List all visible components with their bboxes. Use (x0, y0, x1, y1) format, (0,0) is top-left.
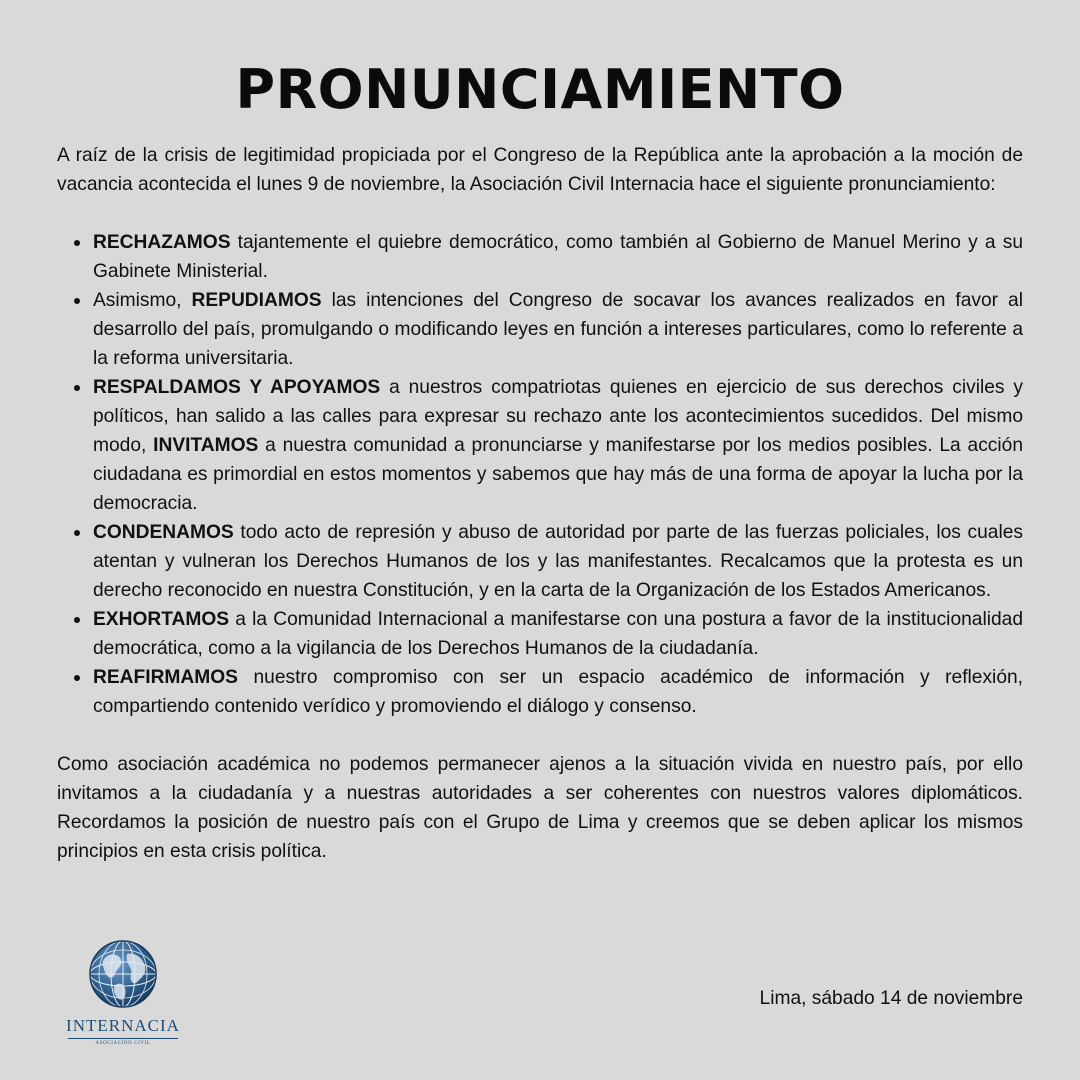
item-text-secondary: a nuestra comunidad a pronunciarse y manifestarse por los medios posibles. La acción ciudadana es primordial en estos momentos y sabemos que hay más de una forma de apoyar la lucha por la democracia. (93, 435, 1023, 514)
item-lead: Asimismo, (93, 290, 192, 311)
list-item-respaldamos (93, 373, 1023, 518)
item-text: nuestro compromiso con ser un espacio académico de información y reflexión, compartiendo contenido verídico y promoviendo el diálogo y consenso. (93, 667, 1023, 717)
internacia-logo (58, 938, 188, 1060)
item-text: tajantemente el quiebre democrático, como también al Gobierno de Manuel Merino y a su Gabinete Ministerial. (93, 232, 1023, 282)
item-text: a nuestros compatriotas quienes en ejercicio de sus derechos civiles y políticos, han salido a las calles para expresar su rechazo ante los acontecimientos sucedidos. Del mismo modo, (93, 377, 1023, 456)
item-keyword: RECHAZAMOS (93, 232, 231, 253)
list-item-condenamos (93, 518, 1023, 605)
list-item-rechazamos (93, 228, 1023, 286)
item-keyword: EXHORTAMOS (93, 609, 230, 630)
item-keyword: RESPALDAMOS Y APOYAMOS (93, 377, 381, 398)
list-item-repudiamos (93, 286, 1023, 373)
closing-paragraph: Como asociación académica no podemos permanecer ajenos a la situación vivida en nuestro país, por ello invitamos a la ciudadanía y a nuestras autoridades a ser coherentes con nuestros valores diplomáticos. Recordamos la posición de nuestro país con el Grupo de Lima y creemos que se deben aplicar los mismos principios en esta crisis política. (57, 754, 1023, 862)
statement-body (57, 141, 1023, 866)
item-text: a la Comunidad Internacional a manifestarse con una postura a favor de la institucionalidad democrática, como a la vigilancia de los Derechos Humanos de la ciudadanía. (93, 609, 1023, 659)
item-keyword: CONDENAMOS (93, 522, 234, 543)
date-line: Lima, sábado 14 de noviembre (759, 988, 1023, 1009)
item-keyword-secondary: INVITAMOS (153, 435, 259, 456)
item-keyword: REAFIRMAMOS (93, 667, 238, 688)
statement-list (57, 228, 1023, 721)
logo-name: INTERNACIA (66, 1016, 180, 1035)
list-item-reafirmamos (93, 663, 1023, 721)
logo-divider (68, 1038, 178, 1039)
intro-paragraph: A raíz de la crisis de legitimidad propiciada por el Congreso de la República ante la aprobación a la moción de vacancia acontecida el lunes 9 de noviembre, la Asociación Civil Internacia hace el siguiente pronunciamiento: (57, 145, 1023, 195)
logo-subtitle: ASOCIACIÓN CIVIL (95, 1041, 151, 1046)
list-item-exhortamos (93, 605, 1023, 663)
item-keyword: REPUDIAMOS (191, 290, 322, 311)
globe-icon (87, 938, 159, 1010)
item-text: las intenciones del Congreso de socavar los avances realizados en favor al desarrollo del país, promulgando o modificando leyes en función a intereses particulares, como lo referente a la reforma universitaria. (93, 290, 1023, 369)
item-text: todo acto de represión y abuso de autoridad por parte de las fuerzas policiales, los cuales atentan y vulneran los Derechos Humanos de los y las manifestantes. Recalcamos que la protesta es un derecho reconocido en nuestra Constitución, y en la carta de la Organización de los Estados Americanos. (93, 522, 1023, 601)
page-title: PRONUNCIAMIENTO (235, 58, 845, 121)
